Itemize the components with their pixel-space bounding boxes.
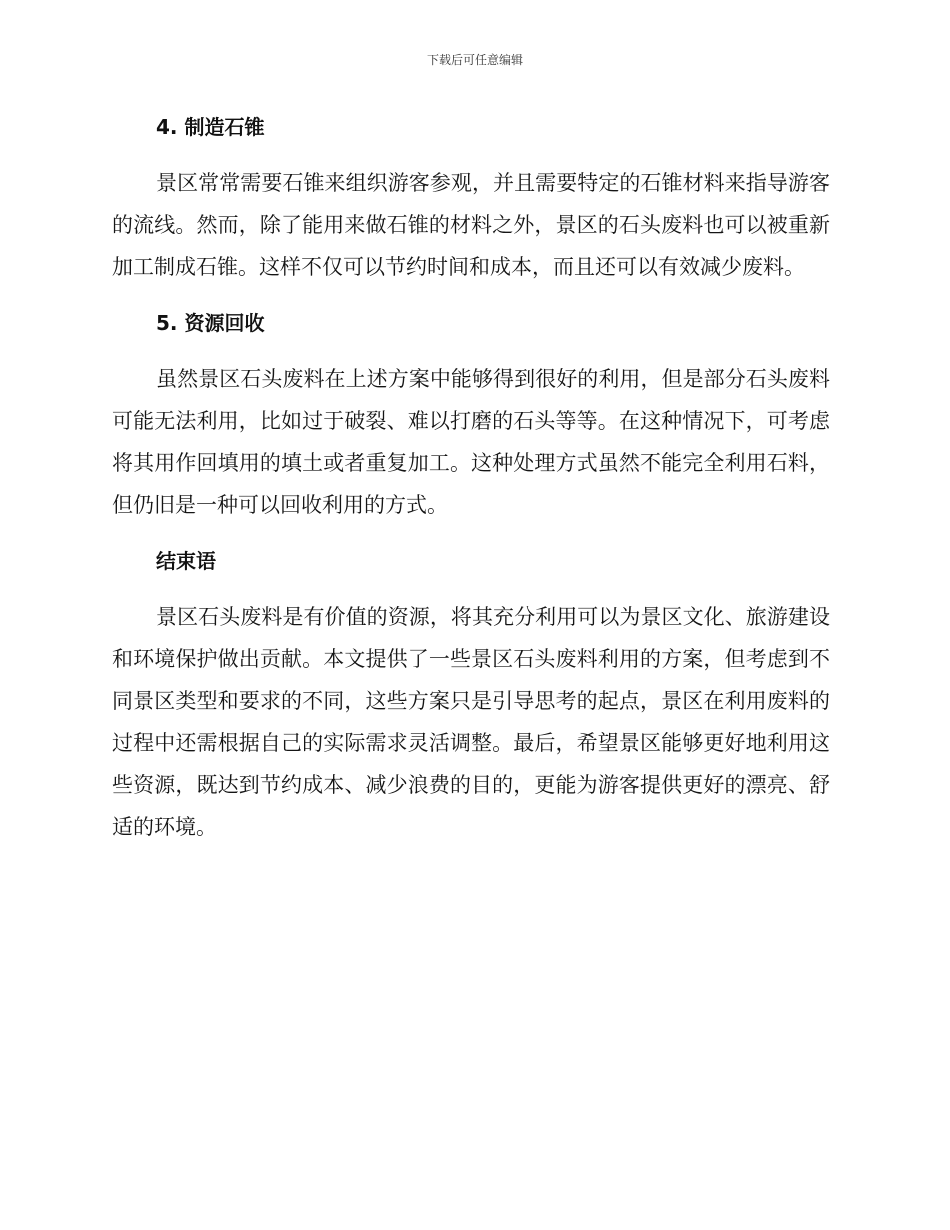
section-heading-resource-recycling: 5. 资源回收 <box>156 311 265 335</box>
section-heading-stone-cones: 4. 制造石锥 <box>156 115 265 139</box>
header-note: 下载后可任意编辑 <box>426 53 523 67</box>
section-paragraph-conclusion: 景区石头废料是有价值的资源，将其充分利用可以为景区文化、旅游建设和环境保护做出贡献。本文提供了一些景区石头废料利用的方案，但考虑到不同景区类型和要求的不同，这些方案只是引导思考的起点，景区在利用废料的过程中还需根据自己的实际需求灵活调整。最后，希望景区能够更好地利用这些资源，既达到节约成本、减少浪费的目的，更能为游客提供更好的漂亮、舒适的环境。 <box>112 605 830 839</box>
section-resource-recycling <box>112 304 830 526</box>
section-conclusion <box>112 542 830 848</box>
document-content <box>112 108 830 848</box>
section-paragraph-stone-cones: 景区常常需要石锥来组织游客参观，并且需要特定的石锥材料来指导游客的流线。然而，除了能用来做石锥的材料之外，景区的石头废料也可以被重新加工制成石锥。这样不仅可以节约时间和成本，而且还可以有效减少废料。 <box>112 171 830 279</box>
section-heading-conclusion: 结束语 <box>156 549 216 573</box>
section-stone-cones <box>112 108 830 288</box>
section-paragraph-resource-recycling: 虽然景区石头废料在上述方案中能够得到很好的利用，但是部分石头废料可能无法利用，比如过于破裂、难以打磨的石头等等。在这种情况下，可考虑将其用作回填用的填土或者重复加工。这种处理方式虽然不能完全利用石料，但仍旧是一种可以回收利用的方式。 <box>112 367 830 517</box>
